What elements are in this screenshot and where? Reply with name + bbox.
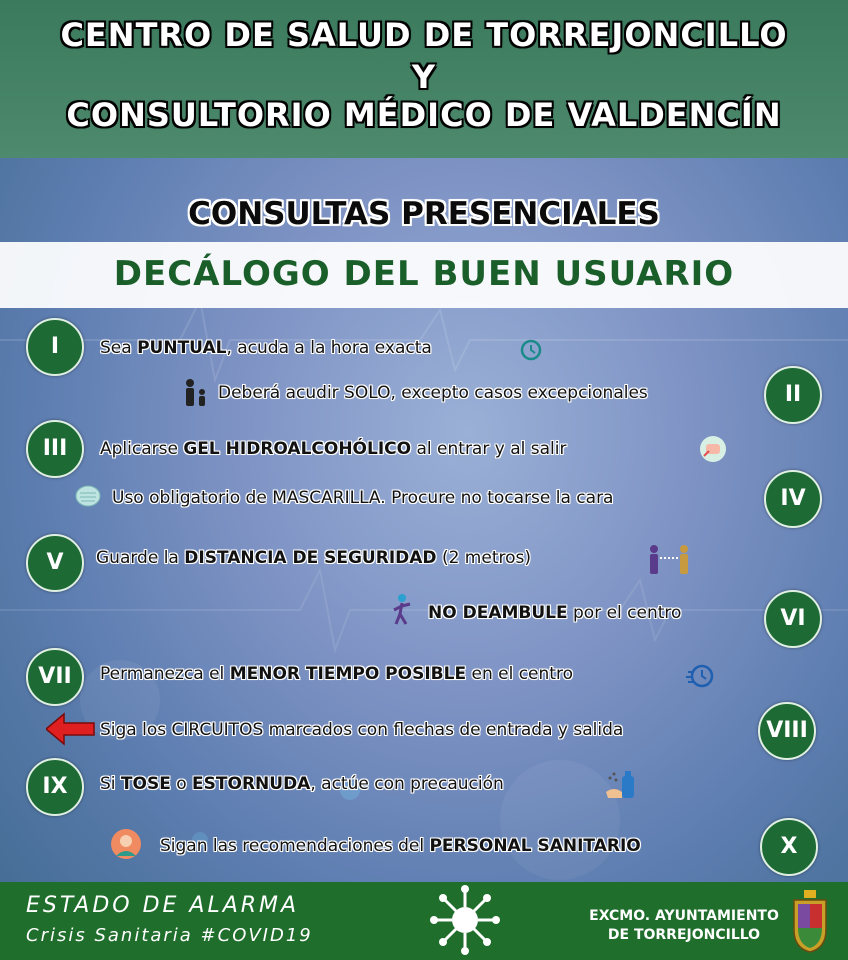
walking-person-icon <box>388 592 416 626</box>
rule-text <box>428 603 681 623</box>
sneeze-icon <box>604 768 638 802</box>
footer-estado: ESTADO DE ALARMA <box>26 893 300 918</box>
rule-text-part: Permanezca el <box>100 664 230 684</box>
rule-text-bold: DISTANCIA DE SEGURIDAD <box>184 548 437 568</box>
rule-text-bold: PERSONAL SANITARIO <box>429 836 641 856</box>
social-distance-icon <box>646 544 692 576</box>
header-banner <box>0 0 848 158</box>
numeral-badge: III <box>26 420 84 478</box>
red-arrow-icon <box>46 712 96 746</box>
hand-gel-icon <box>698 434 728 464</box>
face-mask-icon <box>74 484 102 508</box>
rule-text-part: Aplicarse <box>100 439 184 459</box>
rule-text <box>100 338 432 358</box>
footer-crisis: Crisis Sanitaria #COVID19 <box>26 925 313 946</box>
rule-text <box>218 383 648 403</box>
numeral-badge: VII <box>26 648 84 706</box>
rule-text-part: Guarde la <box>96 548 185 568</box>
ayuntamiento-line-2: DE TORREJONCILLO <box>607 927 761 943</box>
numeral-badge: II <box>764 366 822 424</box>
header-line-1: CENTRO DE SALUD DE TORREJONCILLO <box>60 16 788 54</box>
footer-ayuntamiento <box>570 907 798 945</box>
rule-text-part: Sigan las recomendaciones del <box>160 836 430 856</box>
numeral-badge: VI <box>764 590 822 648</box>
rule-text-part: Siga los CIRCUITOS marcados con flechas de entrada y salida <box>100 720 624 740</box>
rule-text-part: Si <box>100 774 121 794</box>
adult-child-icon <box>182 378 208 408</box>
alarm-clock-icon <box>518 336 544 362</box>
numeral-badge: IX <box>26 758 84 816</box>
rule-text <box>160 836 641 856</box>
rule-text-part: , acuda a la hora exacta <box>226 338 432 358</box>
virus-icon <box>430 884 500 956</box>
rule-text-part: Uso obligatorio de MASCARILLA. Procure no tocarse la cara <box>112 488 614 508</box>
ayuntamiento-line-1: EXCMO. AYUNTAMIENTO <box>589 908 779 924</box>
rule-text <box>100 439 566 459</box>
numeral-badge: X <box>760 818 818 876</box>
rule-text <box>96 548 531 568</box>
rule-text-bold: NO DEAMBULE <box>428 603 568 623</box>
rule-text-part: (2 metros) <box>436 548 531 568</box>
rule-text-bold: PUNTUAL <box>137 338 227 358</box>
decalogo-title: DECÁLOGO DEL BUEN USUARIO <box>113 254 735 294</box>
rule-text-part: en el centro <box>466 664 573 684</box>
rule-text <box>100 720 623 740</box>
rule-text-part: al entrar y al salir <box>411 439 567 459</box>
header-line-2: Y <box>411 58 437 96</box>
header-line-3: CONSULTORIO MÉDICO DE VALDENCÍN <box>66 96 782 134</box>
subtitle: CONSULTAS PRESENCIALES <box>188 196 660 232</box>
doctor-icon <box>110 828 142 860</box>
rule-text-bold: TOSE <box>120 774 171 794</box>
stopwatch-icon <box>686 660 716 690</box>
rule-text <box>100 774 504 794</box>
rule-text-part: Deberá acudir SOLO, excepto casos excepcionales <box>218 383 648 403</box>
numeral-badge: I <box>26 318 84 376</box>
numeral-badge: V <box>26 534 84 592</box>
numeral-badge: VIII <box>758 702 816 760</box>
coat-of-arms-icon <box>790 890 830 954</box>
rule-text-bold: GEL HIDROALCOHÓLICO <box>183 439 412 459</box>
rule-text-part: Sea <box>100 338 138 358</box>
rule-text-part: por el centro <box>567 603 682 623</box>
rule-text-bold: ESTORNUDA <box>192 774 311 794</box>
rule-text-part: , actúe con precaución <box>310 774 504 794</box>
rule-text <box>112 488 613 508</box>
numeral-badge: IV <box>764 470 822 528</box>
rule-text <box>100 664 573 684</box>
rule-text-part: o <box>170 774 193 794</box>
rule-text-bold: MENOR TIEMPO POSIBLE <box>229 664 467 684</box>
